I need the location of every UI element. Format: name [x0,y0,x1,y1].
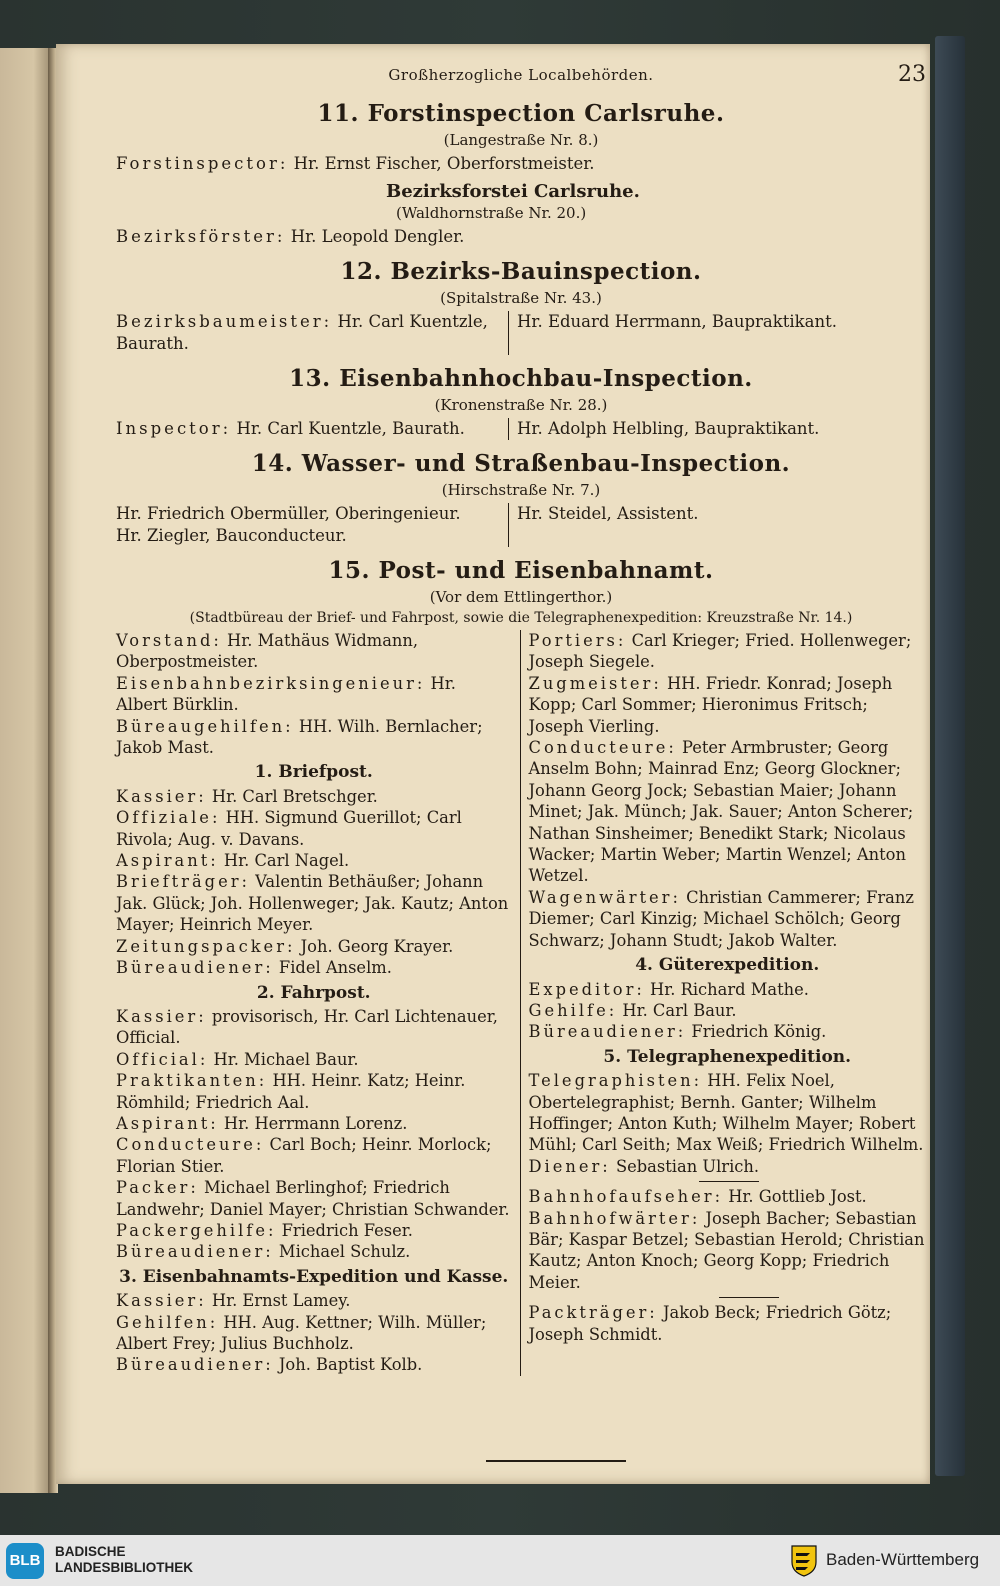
list-item [116,936,512,957]
briefpost-heading: 1. Briefpost. [254,762,373,783]
two-column-list [116,630,926,1376]
list-item [116,630,512,673]
entry-text: Carl Boch; Heinr. Morlock; Florian Stier. [116,1135,492,1176]
list-item [116,807,512,850]
list-item [116,1290,512,1311]
entry-text: Peter Armbruster; Georg Anselm Bohn; Mainrad Enz; Georg Glockner; Johann Georg Jock; Sebastian Maier; Johann Minet; Jak. Münch; Jak. Sauer; Anton Scherer; Nathan Sinsheimer; Benedikt Stark; Nicolaus Wacker; Martin Weber; Martin Wenzel; Anton Wetzel. [528,738,914,886]
entry-label: Offiziale: [116,808,221,828]
list-item [529,673,927,737]
book-page [56,44,930,1484]
entry-text: Hr. Carl Kuentzle, Baurath. [231,419,465,438]
entry-text: HH. Friedr. Konrad; Joseph Kopp; Carl Sommer; Hieronimus Fritsch; Joseph Vierling. [528,673,893,736]
section-11-address: (Langestraße Nr. 8.) [443,131,599,149]
entry-text: Hr. Gottlieb Jost. [723,1187,867,1207]
section-13-title: 13. Eisenbahnhochbau-Inspection. [289,365,753,392]
list-item [529,1070,927,1156]
entry-text: Fidel Anselm. [273,958,392,978]
section-12-address: (Spitalstraße Nr. 43.) [440,289,602,307]
bezirksforstei-address: (Waldhornstraße Nr. 20.) [396,204,587,222]
section-12-title: 12. Bezirks-Bauinspection. [340,258,702,285]
blb-line-1: BADISCHE [55,1544,126,1559]
page-header [116,62,926,90]
divider [699,1181,759,1182]
eisenbahnamt-heading: 3. Eisenbahnamts-Expedition und Kasse. [119,1266,509,1287]
entry-text: Valentin Bethäußer; Johann Jak. Glück; Joh. Hollenweger; Jak. Kautz; Anton Mayer; Heinrich Meyer. [116,872,509,935]
entry-text: Hr. Carl Bretschger. [206,786,378,806]
entry-text: Friedrich König. [686,1022,827,1042]
list-item [529,887,927,951]
list-item [116,1113,512,1134]
entry-label: Aspirant: [116,1113,219,1133]
section-12-right: Hr. Eduard Herrmann, Baupraktikant. [508,311,926,355]
entry-label: Packträger: [528,1303,658,1323]
blb-logo-icon[interactable]: BLB [6,1543,44,1579]
list-item [529,1156,927,1177]
list-item [116,850,512,871]
entry-label: Wagenwärter: [528,887,681,907]
entry-label: Portiers: [528,631,627,650]
entry-text: Hr. Herrmann Lorenz. [218,1113,408,1133]
list-item [116,1220,512,1241]
section-15-title: 15. Post- und Eisenbahnamt. [328,557,714,584]
entry-text: Hr. Michael Baur. [208,1049,359,1069]
entry-text: Hr. Albert Bürklin. [116,673,456,715]
left-column [116,630,520,1376]
list-item [116,1049,512,1070]
list-item [529,1186,927,1207]
list-item [116,1241,512,1262]
divider [719,1297,779,1298]
entry-label: Büreaudiener: [528,1022,687,1042]
page-number: 23 [898,62,926,87]
entry-label: Gehilfe: [528,1000,618,1020]
list-item [116,1354,512,1375]
list-item [529,1208,927,1294]
section-15-address: (Vor dem Ettlingerthor.) [429,588,613,606]
list-item [529,1000,927,1021]
entry-text: Jakob Beck; Friedrich Götz; Joseph Schmidt. [528,1303,892,1344]
entry-text: Hr. Mathäus Widmann, Oberpostmeister. [116,631,419,672]
entry-label: Aspirant: [116,851,219,871]
entry-text: HH. Felix Noel, Obertelegraphist; Bernh. Ganter; Wilhelm Hoffinger; Anton Kuth; Wilhelm Mayer; Robert Mühl; Carl Seith; Max Weiß; Friedrich Wilhelm. [528,1071,924,1155]
entry-text: HH. Heinr. Katz; Heinr. Römhild; Friedrich Aal. [116,1071,466,1112]
section-11-title: 11. Forstinspection Carlsruhe. [317,100,725,127]
entry-text: provisorisch, Hr. Carl Lichtenauer, Official. [116,1006,498,1048]
entry-text: Michael Schulz. [273,1242,411,1262]
entry-text: HH. Wilh. Bernlacher; Jakob Mast. [116,716,483,758]
section-13-right: Hr. Adolph Helbling, Baupraktikant. [508,418,926,440]
section-12-body [116,311,926,355]
list-item [116,1134,512,1177]
entry-text: Joh. Baptist Kolb. [273,1355,423,1375]
entry-label: Bezirksförster: [116,227,286,246]
section-12-left [116,311,508,355]
running-head: Großherzogliche Localbehörden. [388,66,654,84]
entry-label: Büreaudiener: [116,958,274,978]
entry-text: Joseph Bacher; Sebastian Bär; Kaspar Betzel; Sebastian Herold; Christian Kautz; Anton Knoch; Georg Kopp; Friedrich Meier. [528,1208,925,1292]
entry-label: Gehilfen: [116,1312,219,1332]
entry-label: Bahnhofwärter: [528,1208,701,1228]
list-item [529,1302,927,1345]
section-13-body [116,418,926,440]
entry-label: Expeditor: [528,979,645,999]
entry-text: Hr. Leopold Dengler. [285,227,465,246]
entry-text: HH. Aug. Kettner; Wilh. Müller; Albert Frey; Julius Buchholz. [116,1312,487,1353]
entry-text: Hr. Richard Mathe. [644,979,809,999]
list-item [116,673,512,716]
entry-label: Eisenbahnbezirksingenieur: [116,673,426,693]
entry-label: Packer: [116,1178,199,1198]
list-item [529,979,927,1000]
entry-label: Praktikanten: [116,1071,268,1091]
list-item [116,871,512,935]
entry-label: Bezirksbaumeister: [116,312,333,331]
entry-label: Packergehilfe: [116,1220,277,1240]
list-item [116,1177,512,1220]
list-item [116,1070,512,1113]
entry-label: Official: [116,1049,209,1069]
section-14-left [116,503,508,547]
entry-label: Büreaudiener: [116,1242,274,1262]
list-item [529,737,927,887]
entry-bezirksfoerster [116,226,926,248]
list-item [116,957,512,978]
entry-text: Carl Krieger; Fried. Hollenweger; Joseph Siegele. [528,631,912,672]
entry-text: Sebastian Ulrich. [610,1156,760,1176]
bezirksforstei-heading: Bezirksforstei Carlsruhe. [386,181,640,202]
fahrpost-heading: 2. Fahrpost. [256,982,371,1003]
entry-text: Hr. Carl Kuentzle, Baurath. [116,312,488,353]
entry-forstinspector [116,153,926,175]
entry-label: Briefträger: [116,872,250,892]
section-13-left [116,418,508,440]
entry-label: Forstinspector: [116,154,289,173]
list-item [116,786,512,807]
list-item [529,630,927,673]
page-content [116,62,926,1376]
right-column [520,630,927,1376]
section-14-address: (Hirschstraße Nr. 7.) [441,481,601,499]
entry-label: Kassier: [116,786,207,806]
section-14-body [116,503,926,547]
section-15-address-note: (Stadtbüreau der Brief- und Fahrpost, sowie die Telegraphenexpedition: Kreuzstraße Nr. 14.) [189,610,853,626]
entry-label: Zeitungspacker: [116,936,296,956]
entry-label: Diener: [528,1156,611,1176]
telegraphenexpedition-heading: 5. Telegraphenexpedition. [603,1046,852,1067]
entry-text: Hr. Carl Baur. [617,1000,737,1020]
entry-label: Zugmeister: [528,673,662,693]
section-13-address: (Kronenstraße Nr. 28.) [434,396,608,414]
entry-label: Inspector: [116,419,232,438]
entry-label: Kassier: [116,1006,207,1026]
entry-label: Conducteure: [116,1135,265,1155]
list-item [529,1021,927,1042]
entry-text: Hr. Ernst Fischer, Oberforstmeister. [288,154,595,173]
entry-text: HH. Sigmund Guerillot; Carl Rivola; Aug. v. Davans. [116,808,462,849]
entry-text: Christian Cammerer; Franz Diemer; Carl Kinzig; Michael Schölch; Georg Schwarz; Johann Studt; Jakob Walter. [528,887,914,950]
entry-text: Joh. Georg Krayer. [295,936,454,956]
book-cover-edge [935,36,965,1476]
blb-line-2: LANDESBIBLIOTHEK [55,1560,193,1575]
footer-bar [0,1535,1000,1586]
entry-label: Büreaugehilfen: [116,716,294,736]
gueterexpedition-heading: 4. Güterexpedition. [635,955,820,976]
entry-text: Michael Berlinghof; Friedrich Landwehr; Daniel Mayer; Christian Schwander. [116,1178,510,1219]
entry-text: Hr. Friedrich Obermüller, Oberingenieur. [116,504,461,523]
entry-label: Vorstand: [116,631,222,650]
entry-text: Hr. Carl Nagel. [218,851,350,871]
state-name[interactable]: Baden-Württemberg [826,1550,980,1569]
section-14-title: 14. Wasser- und Straßenbau-Inspection. [251,450,791,477]
list-item [116,1006,512,1049]
entry-text: Hr. Ernst Lamey. [206,1291,351,1311]
entry-text: Hr. Ziegler, Bauconducteur. [116,526,347,545]
entry-label: Kassier: [116,1291,207,1311]
blb-name[interactable] [55,1544,193,1576]
entry-label: Telegraphisten: [528,1071,703,1091]
entry-text: Friedrich Feser. [276,1220,413,1240]
list-item [116,1312,512,1355]
list-item [116,716,512,759]
section-14-right: Hr. Steidel, Assistent. [508,503,926,547]
entry-label: Büreaudiener: [116,1355,274,1375]
coat-of-arms-icon [790,1544,818,1577]
entry-label: Bahnhofaufseher: [528,1187,724,1207]
end-rule [486,1460,626,1462]
entry-label: Conducteure: [528,738,677,758]
